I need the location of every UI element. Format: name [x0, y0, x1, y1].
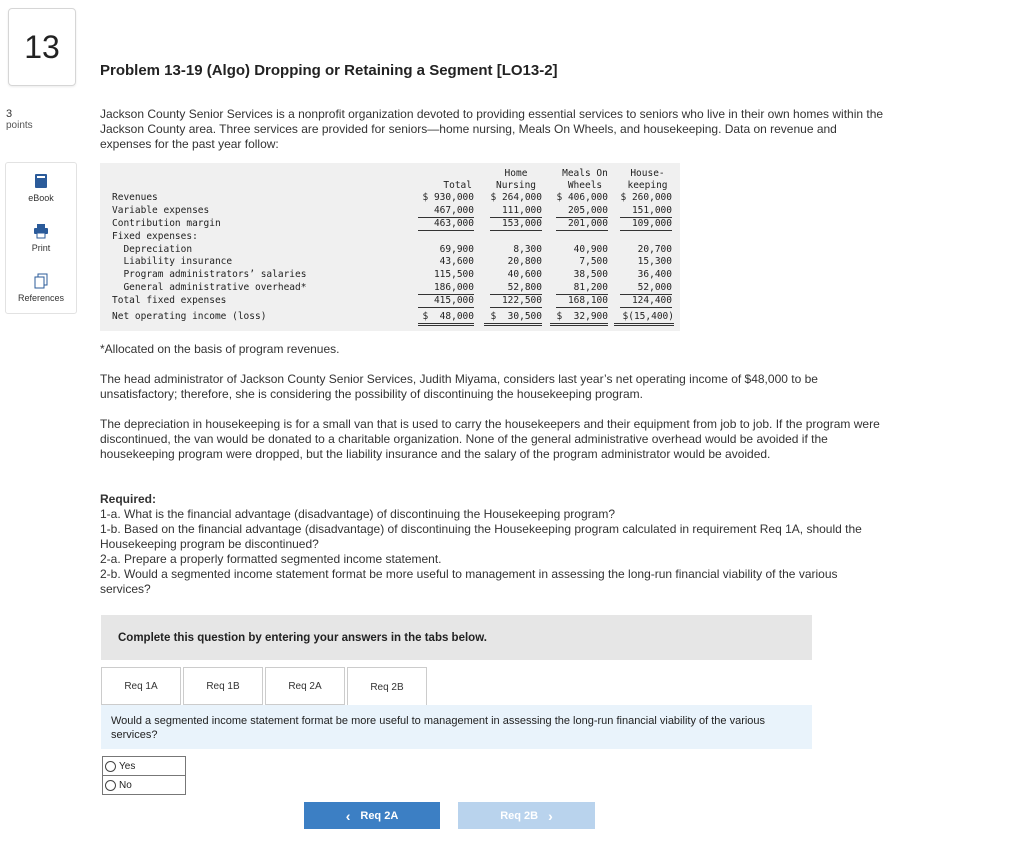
cell: 151,000 — [620, 205, 672, 218]
question-number: 13 — [24, 28, 60, 65]
cell: 81,200 — [556, 282, 608, 295]
chevron-left-icon: ‹ — [345, 807, 351, 824]
cell: 115,500 — [433, 269, 474, 280]
paragraph-2: The depreciation in housekeeping is for a small van that is used to carry the housekeepers and their equipment from job to job. If the program were discontinued, the van would be donated to a charitable organization. None of the general administrative overhead would be avoided if the housekeeping program were dropped, but the liability insurance and the salary of the program administrator would be avoided. — [100, 417, 880, 461]
cell: 153,000 — [490, 218, 542, 231]
cell: 168,100 — [556, 295, 608, 308]
row-label: Depreciation — [112, 244, 193, 255]
financial-data-table — [100, 163, 680, 331]
tab-req-1b[interactable]: Req 1B — [183, 667, 263, 705]
cell: $(15,400) — [614, 311, 674, 326]
col-header-house-2: keeping — [627, 180, 668, 191]
radio-circle-icon[interactable] — [105, 761, 116, 772]
row-label: Liability insurance — [112, 256, 233, 267]
row-label: Total fixed expenses — [112, 295, 227, 306]
references-button[interactable] — [6, 263, 76, 313]
print-button[interactable] — [6, 213, 76, 263]
cell: 463,000 — [418, 218, 474, 231]
tab-req-2a[interactable]: Req 2A — [265, 667, 345, 705]
intro-text: Jackson County Senior Services is a nonprofit organization devoted to providing essential services to seniors who live in their own homes within the Jackson County area. Three services are provided for seniors—home nursing, Meals On Wheels, and housekeeping. Data on revenue and expenses for the past year follow: — [100, 107, 884, 151]
col-header-home-1: Home — [504, 168, 528, 179]
printer-icon — [33, 223, 49, 239]
row-label: Fixed expenses: — [112, 231, 198, 242]
required-item: 1-b. Based on the financial advantage (disadvantage) of discontinuing the Housekeeping program calculated in requirement Req 1A, should the Housekeeping program be discontinued? — [100, 522, 862, 551]
required-item: 1-a. What is the financial advantage (disadvantage) of discontinuing the Housekeeping program? — [100, 507, 615, 521]
next-label: Req 2B — [500, 809, 539, 822]
row-label: Variable expenses — [112, 205, 210, 216]
question-prompt: Would a segmented income statement format be more useful to management in assessing the long-run financial viability of the various services? — [101, 705, 812, 749]
cell: $ 30,500 — [484, 311, 542, 326]
cell: 415,000 — [418, 295, 474, 308]
instruction-text: Complete this question by entering your answers in the tabs below. — [118, 631, 487, 644]
answer-options — [102, 756, 186, 795]
cell: 122,500 — [490, 295, 542, 308]
cell: 52,000 — [620, 282, 672, 295]
question-number-badge — [8, 8, 76, 86]
cell: $ 260,000 — [620, 192, 672, 203]
tools-panel — [5, 162, 77, 314]
required-item: 2-a. Prepare a properly formatted segmented income statement. — [100, 552, 442, 566]
cell: 186,000 — [418, 282, 474, 295]
ebook-button[interactable] — [6, 163, 76, 213]
radio-circle-icon[interactable] — [105, 780, 116, 791]
required-item: 2-b. Would a segmented income statement format be more useful to management in assessing the long-run financial viability of the various services? — [100, 567, 838, 596]
required-section — [100, 492, 890, 597]
requirement-tabs — [101, 667, 429, 705]
row-label: General administrative overhead* — [112, 282, 307, 293]
cell: 111,000 — [490, 205, 542, 218]
row-label: Revenues — [112, 192, 158, 203]
cell: 20,800 — [507, 256, 542, 267]
cell: 124,400 — [620, 295, 672, 308]
points-value: 3 — [6, 108, 13, 120]
col-header-house-1: House- — [630, 168, 665, 179]
col-header-total: Total — [443, 180, 472, 191]
cell: 52,800 — [490, 282, 542, 295]
cell: 467,000 — [418, 205, 474, 218]
option-label: Yes — [119, 760, 136, 772]
cell: 109,000 — [620, 218, 672, 231]
cell: 7,500 — [579, 256, 608, 267]
instruction-banner — [101, 615, 812, 660]
cell: 38,500 — [573, 269, 608, 280]
chevron-right-icon: › — [548, 807, 553, 824]
cell: 36,400 — [637, 269, 672, 280]
ebook-label: eBook — [28, 193, 54, 203]
print-label: Print — [31, 243, 51, 253]
cell: 15,300 — [637, 256, 672, 267]
references-label: References — [17, 293, 65, 303]
points-label: points — [6, 120, 33, 131]
cell: 8,300 — [513, 244, 542, 255]
cell: 43,600 — [439, 256, 474, 267]
paragraph-1: The head administrator of Jackson County Senior Services, Judith Miyama, considers last year’s net operating income of $48,000 to be unsatisfactory; therefore, she is considering the possibility of discontinuing the housekeeping program. — [100, 372, 818, 401]
points-indicator — [6, 108, 33, 132]
cell: 69,900 — [439, 244, 474, 255]
references-icon — [33, 273, 49, 289]
cell: 205,000 — [556, 205, 608, 218]
option-label: No — [119, 779, 132, 791]
problem-title: Problem 13-19 (Algo) Dropping or Retaining a Segment [LO13-2] — [100, 62, 558, 79]
tab-req-2b[interactable]: Req 2B — [347, 667, 427, 706]
cell: $ 930,000 — [422, 192, 474, 203]
col-header-meals-2: Wheels — [567, 180, 603, 191]
row-label: Net operating income (loss) — [112, 311, 267, 322]
cell: 40,900 — [573, 244, 608, 255]
row-label: Contribution margin — [112, 218, 221, 229]
row-label: Program administrators’ salaries — [112, 269, 307, 280]
prev-label: Req 2A — [360, 809, 399, 822]
option-yes[interactable] — [103, 757, 185, 776]
next-req-button — [458, 802, 595, 829]
tab-req-1a[interactable]: Req 1A — [101, 667, 181, 705]
cell: $ 32,900 — [550, 311, 608, 326]
prev-req-button[interactable] — [304, 802, 440, 829]
cell: 20,700 — [637, 244, 672, 255]
cell: $ 406,000 — [556, 192, 608, 203]
col-header-meals-1: Meals On — [562, 168, 608, 179]
cell: $ 48,000 — [418, 311, 474, 326]
col-header-home-2: Nursing — [495, 180, 537, 191]
cell: 201,000 — [556, 218, 608, 231]
cell: $ 264,000 — [490, 192, 542, 203]
book-icon — [33, 173, 49, 189]
cell: 40,600 — [507, 269, 542, 280]
required-heading: Required: — [100, 492, 157, 506]
footnote: *Allocated on the basis of program revenues. — [100, 342, 340, 356]
option-no[interactable] — [103, 776, 185, 794]
